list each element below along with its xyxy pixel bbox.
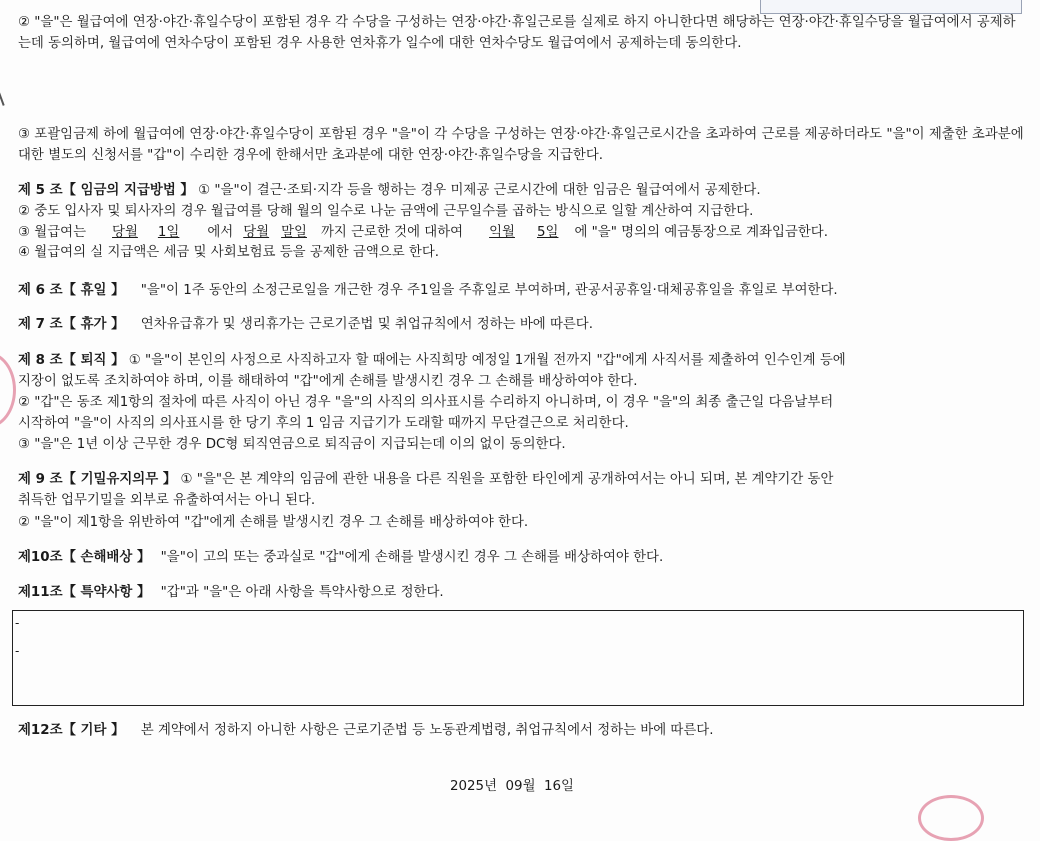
article-7-heading: 제 7 조【 휴가 】 xyxy=(18,317,125,332)
article-8-item-1-line-1: ① "을"이 본인의 사정으로 사직하고자 할 때에는 사직희망 예정일 1개월 전까지 "갑"에게 사직서를 제출하여 인수인계 등에 xyxy=(128,353,846,368)
text-from: 에서 xyxy=(207,225,234,240)
pay-day: 5일 xyxy=(536,225,559,240)
article-5-item-2: ② 중도 입사자 및 퇴사자의 경우 월급여를 당해 월의 일수로 나눈 금액에 근무일수를 곱하는 방식으로 일할 계산하여 지급한다. xyxy=(18,204,754,219)
stamp-edge-left xyxy=(0,352,16,428)
article-5-item-1 xyxy=(18,181,1024,201)
article-5-item-3 xyxy=(18,223,1024,243)
article-5-heading: 제 5 조【 임금의 지급방법 】 xyxy=(18,183,194,198)
article-10 xyxy=(18,548,1024,568)
text-until: 까지 근로한 것에 대하여 xyxy=(320,225,464,240)
article-12-heading: 제12조【 기타 】 xyxy=(18,723,125,738)
article-11-heading: 제11조【 특약사항 】 xyxy=(18,585,151,600)
article-8-item-1-line-2: 지장이 없도록 조치하여야 하며, 이를 해태하여 "갑"에게 손해를 발생시킨 경우 그 손해를 배상하여야 한다. xyxy=(18,374,638,389)
special-terms-box xyxy=(12,610,1024,706)
article-9-item-2: ② "을"이 제1항을 위반하여 "갑"에게 손해를 발생시킨 경우 그 손해를 배상하여야 한다. xyxy=(18,515,529,530)
article-6 xyxy=(18,281,1024,301)
article-11 xyxy=(18,583,1024,603)
article-5-item-1-text: ① "을"이 결근·조퇴·지각 등을 행하는 경우 미제공 근로시간에 대한 임금은 월급여에서 공제한다. xyxy=(198,183,761,198)
article-8-item-3: ③ "을"은 1년 이상 근무한 경우 DC형 퇴직연금으로 퇴직금이 지급되는데 이의 없이 동의한다. xyxy=(18,437,566,452)
item-3-suffix: 에 "을" 명의의 예금통장으로 계좌입금한다. xyxy=(574,225,828,240)
article-6-text: "을"이 1주 동안의 소정근로일을 개근한 경우 주1일을 주휴일로 부여하며, 관공서공휴일·대체공휴일을 휴일로 부여한다. xyxy=(140,283,838,298)
item-3-prefix: ③ 월급여는 xyxy=(18,225,87,240)
period-end-month: 당월 xyxy=(243,225,270,240)
special-terms-line-2: - xyxy=(15,644,20,658)
period-end-day: 말일 xyxy=(281,225,307,240)
article-10-text: "을"이 고의 또는 중과실로 "갑"에게 손해를 발생시킨 경우 그 손해를 배상하여야 한다. xyxy=(160,550,664,565)
article-9-item-1-line-2: 취득한 업무기밀을 외부로 유출하여서는 아니 된다. xyxy=(18,493,316,508)
article-8-item-2-line-1: ② "갑"은 동조 제1항의 절차에 따른 사직이 아닌 경우 "을"의 사직의 의사표시를 수리하지 아니하며, 이 경우 "을"의 최종 출근일 다음날부터 xyxy=(18,395,834,410)
contract-date: 2025년 09월 16일 xyxy=(450,779,574,794)
article-10-heading: 제10조【 손해배상 】 xyxy=(18,550,151,565)
article-8-item-1 xyxy=(18,351,1024,371)
article-12-text: 본 계약에서 정하지 아니한 사항은 근로기준법 등 노동관계법령, 취업규칙에서 정하는 바에 따른다. xyxy=(140,723,714,738)
article-8-item-2-line-2: 시작하여 "을"이 사직의 의사표시를 한 당기 후의 1 임금 지급기가 도래할 때까지 무단결근으로 처리한다. xyxy=(18,416,629,431)
article-9-heading: 제 9 조【 기밀유지의무 】 xyxy=(18,472,177,487)
special-terms-line-1: - xyxy=(15,616,20,630)
para-inclusive-wage: ③ 포괄임금제 하에 월급여에 연장·야간·휴일수당이 포함된 경우 "을"이 각 수당을 구성하는 연장·야간·휴일근로시간을 초과하여 근로를 제공하더라도 "을"이 제출한 초과분에 대한 별도의 신청서를 "갑"이 수리한 경우에 한해서만 초과분에 대한 연장·야간·휴일수당을 지급한다. xyxy=(18,127,1024,163)
article-9-item-1-line-1: ① "을"은 본 계약의 임금에 관한 내용을 다른 직원을 포함한 타인에게 공개하여서는 아니 되며, 본 계약기간 동안 xyxy=(180,472,834,487)
article-9-item-1 xyxy=(18,470,1024,490)
pay-month: 익월 xyxy=(489,225,515,240)
article-7 xyxy=(18,315,1024,335)
period-start-day: 1일 xyxy=(157,225,180,240)
article-8-heading: 제 8 조【 퇴직 】 xyxy=(18,353,125,368)
article-7-text: 연차유급휴가 및 생리휴가는 근로기준법 및 취업규칙에서 정하는 바에 따른다. xyxy=(140,317,594,332)
para-deduction-consent: ② "을"은 월급여에 연장·야간·휴일수당이 포함된 경우 각 수당을 구성하는 연장·야간·휴일근로를 실제로 하지 아니한다면 해당하는 연장·야간·휴일수당을 월급여에서 공제하는데 동의하며, 월급여에 연차수당이 포함된 경우 사용한 연차휴가 일수에 대한 연차수당도 월급여에서 공제하는데 동의한다. xyxy=(18,15,1016,51)
margin-mark xyxy=(0,90,5,106)
article-11-text: "갑"과 "을"은 아래 사항을 특약사항으로 정한다. xyxy=(160,585,444,600)
article-6-heading: 제 6 조【 휴일 】 xyxy=(18,283,125,298)
period-start-month: 당월 xyxy=(112,225,138,240)
article-5-item-4: ④ 월급여의 실 지급액은 세금 및 사회보험료 등을 공제한 금액으로 한다. xyxy=(18,245,440,260)
article-12 xyxy=(18,721,1024,741)
